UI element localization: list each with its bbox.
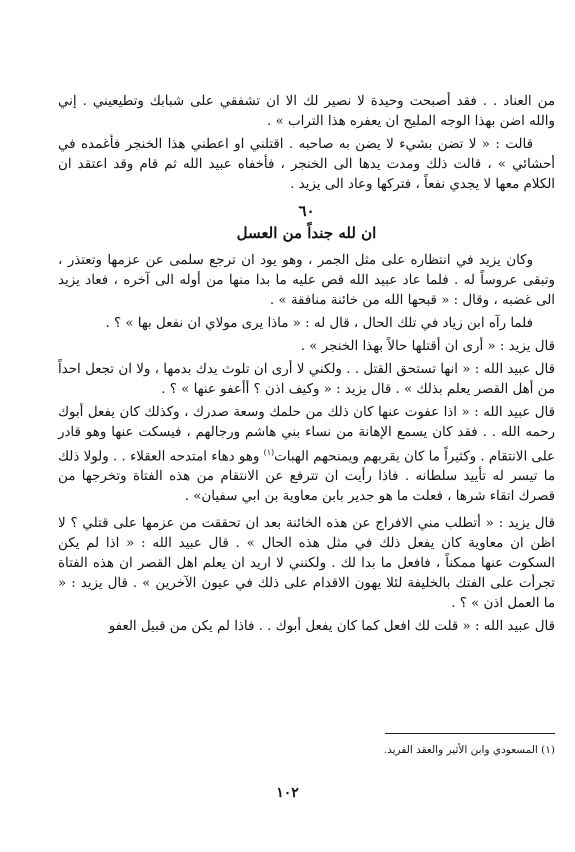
footnote-divider: [385, 733, 555, 734]
paragraph-6: قال عبيد الله : « انها تستحق القتل . . ولكني لا أرى ان تلوث يدك بدمها ، ولا ان تجعل احداً من أهل القصر يعلم بذلك » . قال يزيد : « وكيف اذن ؟ أأعفو عنها » ؟ .: [58, 362, 555, 397]
paragraph-8: قال يزيد : « أتطلب مني الافراج عن هذه الخائنة بعد ان تحققت من عزمها على قتلي ؟ لا اظن ان معاوية كان يفعل ذلك في مثل هذه الحال » . قال عبيد الله : « اذا لم يكن السكوت عنها ممكناً ، فافعل ما بدا لك . ولكنني لا اريد ان يعلم اهل القصر ان هذه الفتاة تجرأت على الفتك بالخليفة لئلا يهون الاقدام على ذلك في عيون الآخرين » . قال يزيد : « ما العمل اذن » ؟ .: [58, 516, 555, 612]
paragraph-4: فلما رآه ابن زياد في تلك الحال ، قال له : « ماذا يرى مولاي ان نفعل بها » ؟ .: [105, 316, 533, 331]
chapter-title: ان لله جنداً من العسل: [236, 224, 377, 242]
paragraph-3: وكان يزيد في انتظاره على مثل الجمر ، وهو يود ان ترجع سلمى عن عزمها وتعتذر ، وتبقى عروساً له . فلما عاد عبيد الله قص عليه ما بدا منها من أوله الى آخره ، فعاد يزيد الى غضبه ، وقال : « قبحها الله من خائنة منافقة » .: [58, 253, 555, 308]
paragraph-2: قالت : « لا تضن بشيء لا يضن به صاحبه . اقتلني او اعطني هذا الخنجر فأغمده في أحشائي » ، قالت ذلك ومدت يدها الى الخنجر ، فأخفاه عبيد الله ثم قام وقد اعتقد ان الكلام معها لا يجدي نفعاً ، فتركها وعاد الى يزيد .: [58, 137, 555, 192]
page-number: ١٠٢: [276, 785, 299, 801]
footnote: (١) المسعودي وابن الأثير والعقد الفريد.: [383, 744, 555, 756]
paragraph-5: قال يزيد : « أرى ان أقتلها حالاً بهذا الخنجر » .: [300, 339, 555, 354]
paragraph-7-text: قال عبيد الله : « اذا عفوت عنها كان ذلك من حلمك وسعة صدرك ، وكذلك كان يفعل أبوك رحمه الله . . فقد كان يسمع الإهانة من نساء بني هاشم ورجالهم ، فيسكت عنها وهو قادر على الانتقام . وكثيراً ما كان يقربهم ويمنحهم الهبات: [58, 405, 556, 465]
book-page: [58, 92, 555, 640]
paragraph-7: [58, 403, 555, 507]
chapter-number: ٦٠: [298, 202, 315, 220]
paragraph-7-continued: وهو دهاء امتدحه العقلاء . . ولولا ذلك ما تيسر له تأييد سلطانه . فاذا رأيت ان تترفع عن الانتقام من هذه الفتاة وتخرجها من قصرك اتقاء شرها ، فعلت ما هو جدير بابن معاوية بن ابي سفيان» .: [58, 449, 555, 505]
footnote-marker: (١): [263, 448, 275, 457]
paragraph-1: من العناد . . فقد أصبحت وحيدة لا نصير لك الا ان تشفقي على شبابك وتطيعيني . إني والله اضن بهذا الوجه المليح ان يعفره هذا التراب » .: [58, 94, 555, 129]
paragraph-9: قال عبيد الله : « قلت لك افعل كما كان يفعل أبوك . . فاذا لم يكن من قبيل العفو: [108, 619, 555, 635]
